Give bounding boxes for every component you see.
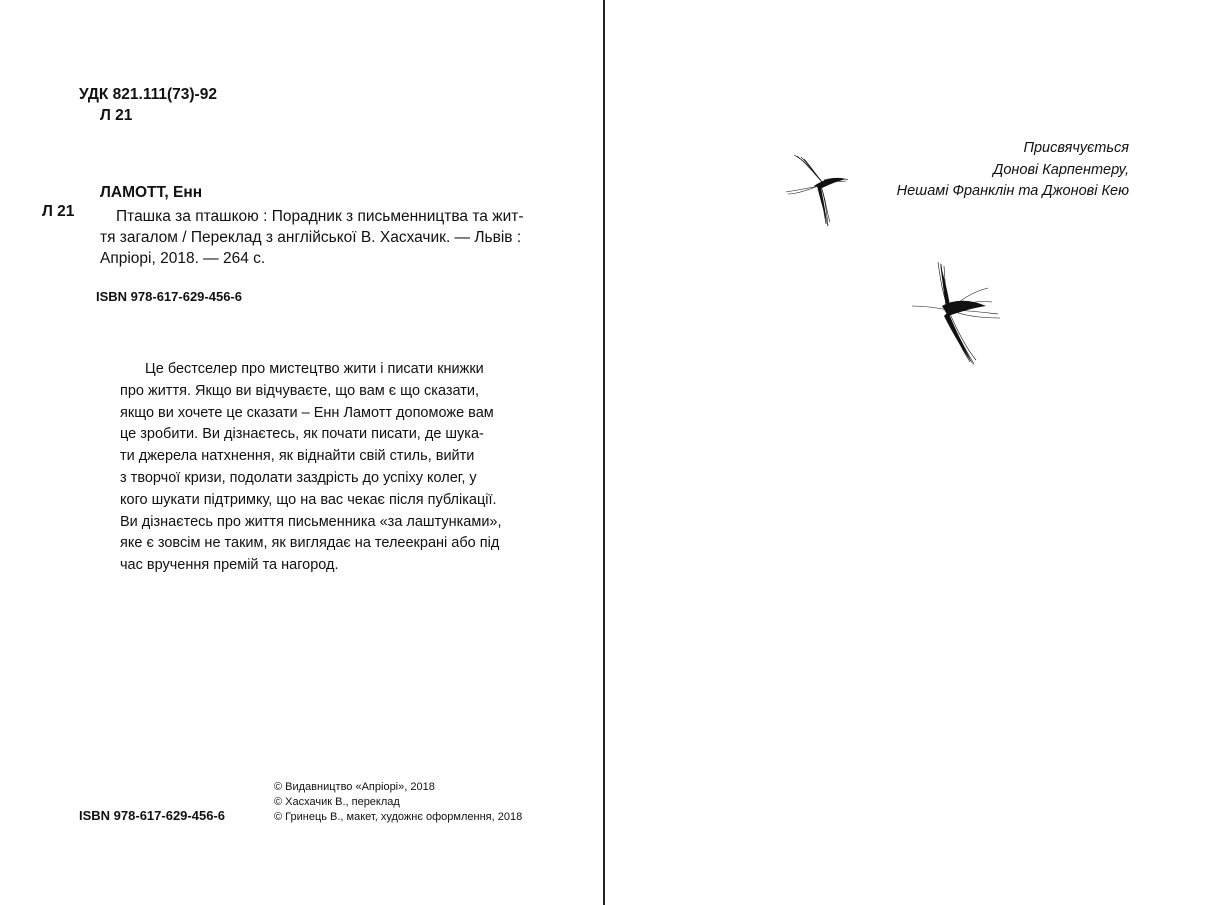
copyright-line: © Видавництво «Апріорі», 2018 — [274, 781, 435, 793]
annotation-line: яке є зовсім не таким, як виглядає на телеекрані або під — [120, 535, 500, 552]
udk-code: УДК 821.111(73)-92 — [79, 86, 217, 103]
biblio-line: тя загалом / Переклад з англійської В. Хасхачик. — Львів : — [100, 229, 522, 246]
annotation-line: ти джерела натхнення, як віднайти свій стиль, вийти — [120, 448, 475, 465]
right-page — [606, 0, 1212, 905]
margin-author-mark: Л 21 — [42, 203, 75, 220]
copyright-block — [274, 780, 522, 825]
annotation-line: якщо ви хочете це сказати – Енн Ламотт допоможе вам — [120, 404, 494, 421]
biblio-line: Пташка за пташкою : Порадник з письменництва та жит- — [116, 208, 524, 225]
author-mark: Л 21 — [100, 107, 133, 124]
copyright-line: © Гринець В., макет, художнє оформлення, 2018 — [274, 811, 523, 823]
isbn-top: ISBN 978-617-629-456-6 — [96, 289, 242, 304]
annotation-line: з творчої кризи, подолати заздрість до успіху колег, у — [120, 469, 477, 486]
swallow-bird-icon — [908, 258, 1008, 370]
annotation-line: Це бестселер про мистецтво жити і писати книжки — [145, 361, 484, 377]
copyright-line: © Хасхачик В., переклад — [274, 796, 400, 808]
dedication — [897, 138, 1129, 203]
book-spine-divider — [603, 0, 605, 905]
dedication-line: Донові Карпентеру, — [993, 161, 1129, 178]
annotation-line: кого шукати підтримку, що на вас чекає після публікації. — [120, 491, 497, 508]
biblio-line: Апріорі, 2018. — 264 с. — [100, 250, 266, 267]
dedication-line: Присвячується — [1023, 140, 1129, 156]
author-name: ЛАМОТТ, Енн — [100, 184, 203, 201]
dedication-line: Нешамі Франклін та Джонові Кею — [896, 183, 1129, 199]
left-page — [0, 0, 603, 905]
annotation-line: це зробити. Ви дізнаєтесь, як почати писати, де шука- — [120, 426, 484, 443]
swallow-bird-icon — [782, 150, 854, 232]
annotation-line: Ви дізнаєтесь про життя письменника «за лаштунками», — [120, 513, 502, 530]
annotation-line: про життя. Якщо ви відчуваєте, що вам є що сказати, — [120, 382, 480, 399]
annotation — [120, 359, 500, 577]
isbn-bottom: ISBN 978-617-629-456-6 — [79, 808, 225, 823]
bibliographic-description — [100, 206, 540, 269]
annotation-line: час вручення премій та нагород. — [120, 557, 339, 574]
